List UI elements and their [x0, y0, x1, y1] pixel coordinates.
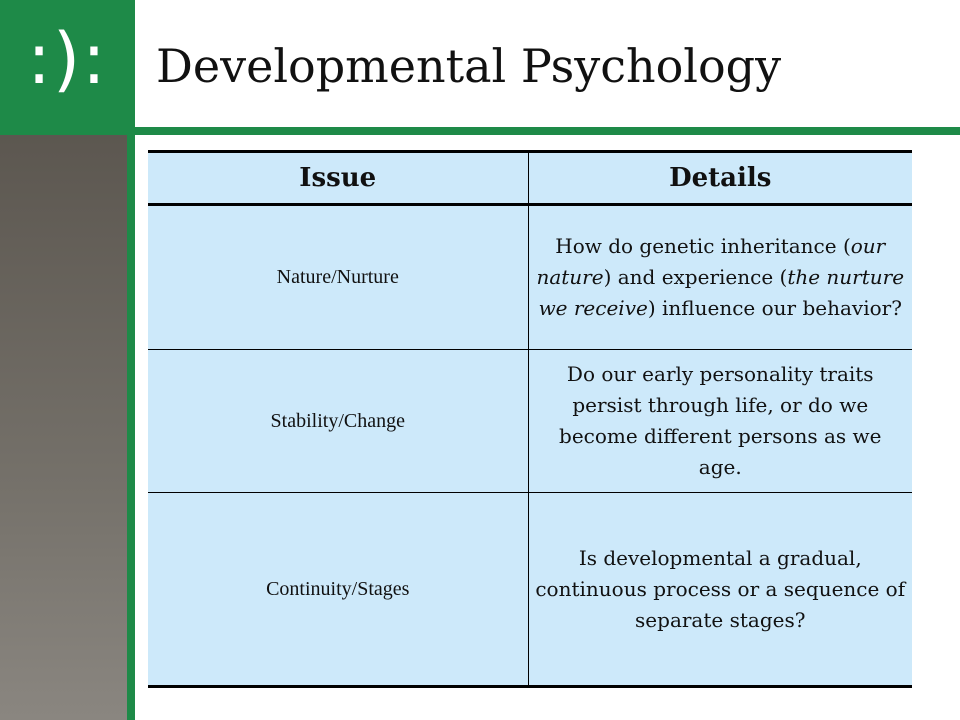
details-text: ) and experience ( — [603, 264, 788, 289]
details-italic: the nurture we receive — [538, 264, 905, 320]
details-text: How do genetic inheritance ( — [555, 233, 851, 258]
logo-block — [0, 0, 135, 135]
side-bar — [0, 135, 135, 720]
details-italic: our nature — [536, 233, 886, 289]
logo-emoticon: :): — [27, 18, 108, 100]
details-cell — [528, 205, 912, 350]
issue-cell: Stability/Change — [148, 349, 528, 493]
issues-table — [148, 150, 912, 688]
table-row — [148, 205, 912, 350]
header-details: Details — [528, 153, 912, 205]
details-cell: Is developmental a gradual, continuous process or a sequence of separate stages? — [528, 493, 912, 685]
table-header-row — [148, 153, 912, 205]
slide-title: Developmental Psychology — [156, 39, 782, 93]
issue-cell: Continuity/Stages — [266, 578, 410, 601]
details-text: ) influence our behavior? — [647, 295, 902, 320]
side-accent-strip — [127, 135, 135, 720]
table-row — [148, 493, 912, 685]
issue-cell: Nature/Nurture — [148, 205, 528, 350]
table-row — [148, 349, 912, 493]
details-cell: Do our early personality traits persist through life, or do we become different persons as we age. — [528, 349, 912, 493]
title-underline-rule — [135, 127, 960, 135]
header-issue: Issue — [148, 153, 528, 205]
